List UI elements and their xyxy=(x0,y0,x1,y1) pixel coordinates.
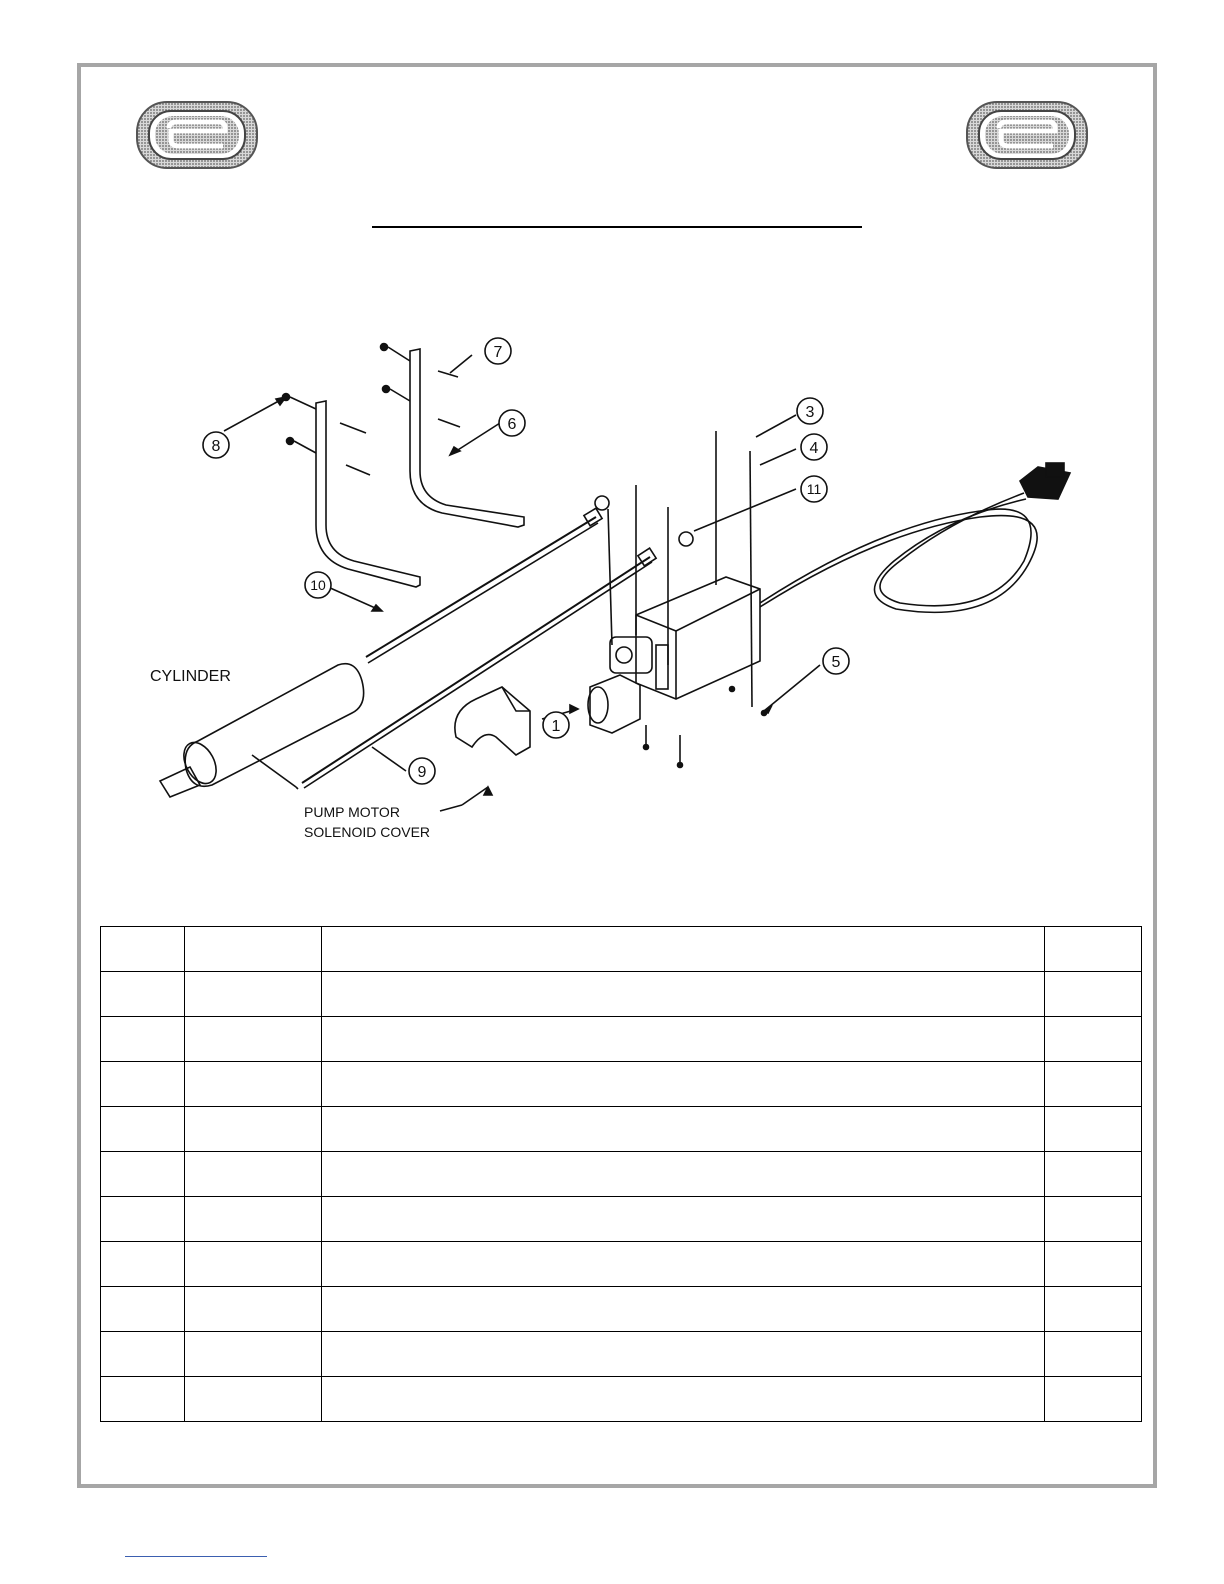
table-cell xyxy=(185,1152,322,1197)
table-cell xyxy=(101,1197,185,1242)
callout-5: 5 xyxy=(831,654,841,671)
table-cell xyxy=(101,1242,185,1287)
company-logo-icon xyxy=(965,100,1089,170)
table-cell xyxy=(185,1377,322,1422)
table-cell xyxy=(1045,1017,1142,1062)
table-cell xyxy=(101,1377,185,1422)
mounting-bracket-left xyxy=(316,401,420,587)
table-cell xyxy=(322,1197,1045,1242)
cover-label-line1: PUMP MOTOR xyxy=(304,804,400,820)
table-cell xyxy=(1045,1377,1142,1422)
table-cell xyxy=(185,1107,322,1152)
callout-10: 10 xyxy=(310,577,326,593)
table-cell xyxy=(322,1377,1045,1422)
table-cell xyxy=(322,1107,1045,1152)
table-cell xyxy=(185,1017,322,1062)
table-cell xyxy=(101,1332,185,1377)
exploded-parts-diagram xyxy=(120,285,1120,865)
table-cell xyxy=(185,1332,322,1377)
pump-motor xyxy=(590,675,640,733)
table-row xyxy=(101,1062,1142,1107)
table-cell xyxy=(101,1017,185,1062)
table-cell xyxy=(1045,1062,1142,1107)
table-cell xyxy=(322,1017,1045,1062)
table-cell xyxy=(1045,1107,1142,1152)
table-cell xyxy=(185,1062,322,1107)
table-cell xyxy=(322,1332,1045,1377)
table-cell xyxy=(322,1287,1045,1332)
company-logo-icon xyxy=(135,100,259,170)
callout-1: 1 xyxy=(551,718,561,735)
parts-list-table xyxy=(100,926,1142,1422)
callout-3: 3 xyxy=(805,404,815,421)
table-row xyxy=(101,1017,1142,1062)
table-cell xyxy=(1045,1242,1142,1287)
table-row xyxy=(101,1197,1142,1242)
table-row xyxy=(101,927,1142,972)
callout-11: 11 xyxy=(806,481,822,497)
callout-8: 8 xyxy=(211,438,221,455)
table-cell xyxy=(101,1287,185,1332)
table-cell xyxy=(185,1197,322,1242)
table-cell xyxy=(101,1062,185,1107)
table-cell xyxy=(322,1152,1045,1197)
callout-4: 4 xyxy=(809,440,819,457)
table-row xyxy=(101,972,1142,1017)
table-row xyxy=(101,1242,1142,1287)
table-cell xyxy=(1045,972,1142,1017)
callout-7: 7 xyxy=(493,344,503,361)
pump-reservoir xyxy=(636,577,760,699)
table-cell xyxy=(1045,927,1142,972)
table-cell xyxy=(322,1242,1045,1287)
title-underline xyxy=(372,226,862,228)
hydraulic-hose-10 xyxy=(366,517,596,657)
table-row xyxy=(101,1332,1142,1377)
power-cord xyxy=(760,493,1031,606)
table-row xyxy=(101,1287,1142,1332)
table-row xyxy=(101,1107,1142,1152)
cylinder-label: CYLINDER xyxy=(150,668,231,685)
solenoid-cover xyxy=(455,687,530,755)
table-cell xyxy=(101,927,185,972)
table-cell xyxy=(101,1107,185,1152)
table-cell xyxy=(1045,1332,1142,1377)
table-cell xyxy=(185,1287,322,1332)
callout-6: 6 xyxy=(507,416,517,433)
table-row xyxy=(101,1377,1142,1422)
table-row xyxy=(101,1152,1142,1197)
table-cell xyxy=(1045,1152,1142,1197)
table-cell xyxy=(322,927,1045,972)
table-cell xyxy=(185,972,322,1017)
table-cell xyxy=(101,972,185,1017)
footer-link-underline[interactable] xyxy=(125,1556,267,1557)
table-cell xyxy=(1045,1287,1142,1332)
cover-label-line2: SOLENOID COVER xyxy=(304,824,431,840)
table-cell xyxy=(322,1062,1045,1107)
table-cell xyxy=(101,1152,185,1197)
table-cell xyxy=(185,927,322,972)
table-cell xyxy=(322,972,1045,1017)
mounting-bracket-right xyxy=(410,349,524,527)
table-cell xyxy=(185,1242,322,1287)
callout-9: 9 xyxy=(417,764,427,781)
table-cell xyxy=(1045,1197,1142,1242)
